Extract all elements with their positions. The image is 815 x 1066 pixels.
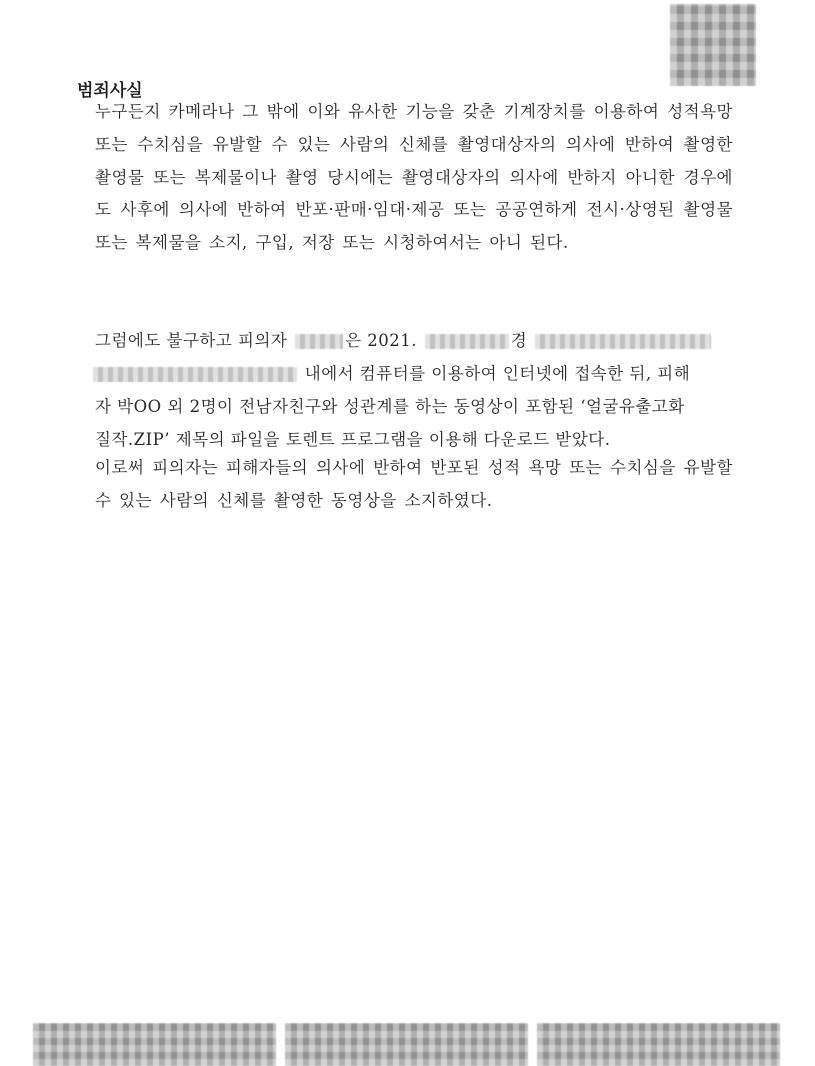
paragraph-facts-line-1 — [95, 327, 713, 351]
redacted-footer-center — [285, 1023, 528, 1066]
paragraph-conclusion: 이로써 피의자는 피해자들의 의사에 반하여 반포된 성적 욕망 또는 수치심을 유발할 수 있는 사람의 신체를 촬영한 동영상을 소지하였다. — [95, 458, 733, 510]
facts-text-2: 내에서 컴퓨터를 이용하여 인터넷에 접속한 뒤, 피해 — [304, 364, 691, 383]
paragraph-legal-prohibition: 누구든지 카메라나 그 밖에 이와 유사한 기능을 갖춘 기계장치를 이용하여 성적욕망 또는 수치심을 유발할 수 있는 사람의 신체를 촬영대상자의 의사에 반하여 촬영한 촬영물 또는 복제물이나 촬영 당시에는 촬영대상자의 의사에 반하지 아니한 경우에도 사후에 의사에 반하여 반포·판매·임대·제공 또는 공공연하게 전시·상영된 촬영물 또는 복제물을 소지, 구입, 저장 또는 시청하여서는 아니 된다. — [95, 102, 733, 253]
redacted-date — [425, 334, 509, 349]
redacted-suspect-name — [295, 334, 343, 349]
redacted-footer-left — [33, 1023, 276, 1066]
facts-text-1b: 은 2021. — [345, 331, 417, 350]
section-heading: 범죄사실 — [77, 81, 143, 101]
paragraph-facts-line-4: 질작.ZIP’ 제목의 파일을 토렌트 프로그램을 이용해 다운로드 받았다. — [95, 430, 611, 449]
redacted-stamp — [670, 4, 756, 86]
facts-text-1c: 경 — [510, 331, 528, 350]
paragraph-facts-line-3: 자 박OO 외 2명이 전남자친구와 성관계를 하는 동영상이 포함된 ‘얼굴유출고화 — [95, 397, 685, 416]
redacted-footer-right — [537, 1023, 780, 1066]
redacted-address-part-1 — [535, 334, 711, 349]
redacted-address-part-2 — [93, 367, 297, 382]
paragraph-facts-line-2 — [95, 360, 690, 384]
facts-text-1a: 그럼에도 불구하고 피의자 — [95, 331, 288, 350]
